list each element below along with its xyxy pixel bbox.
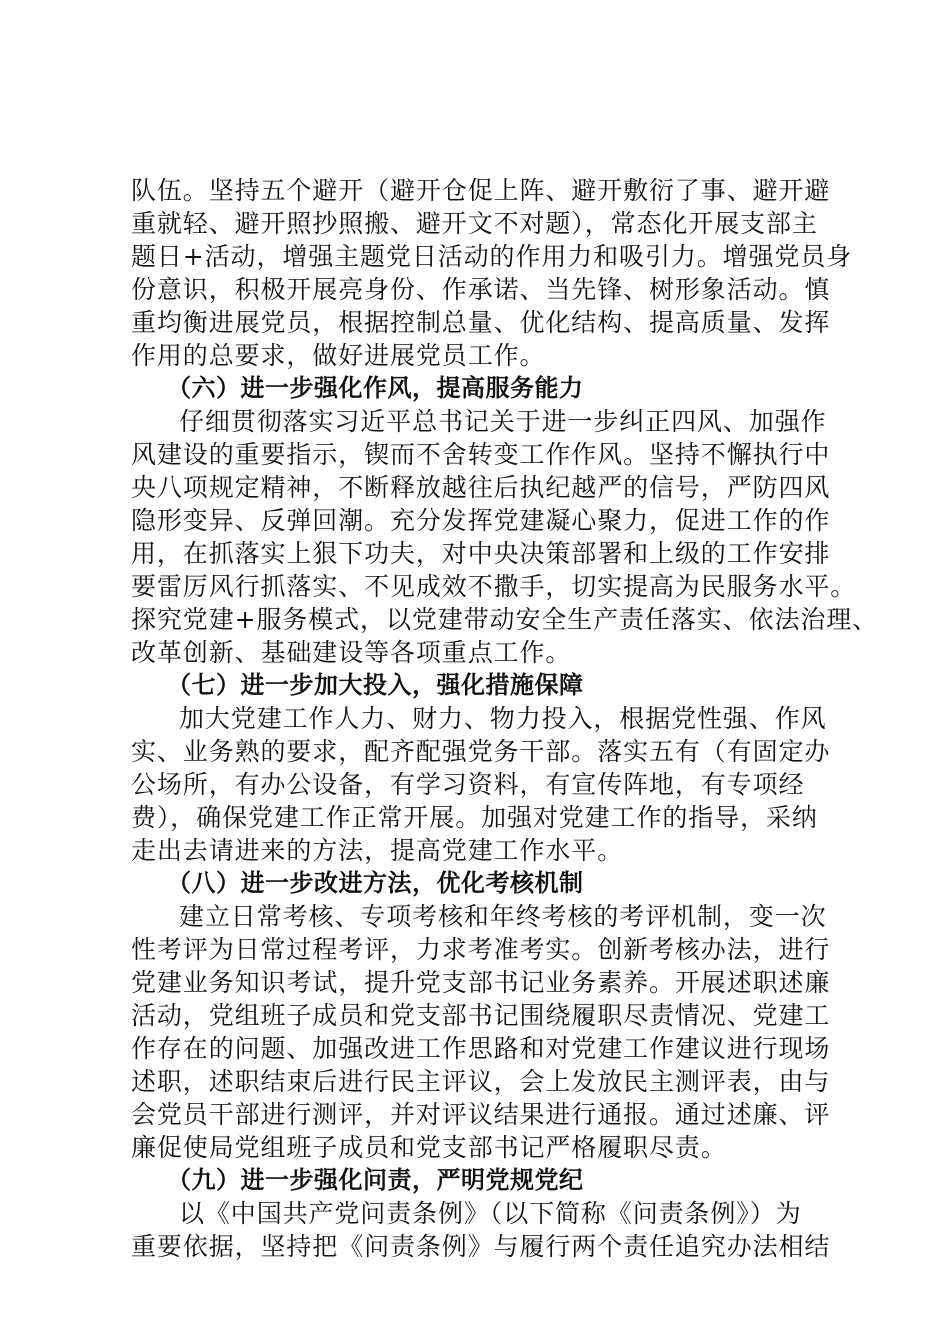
paragraph-line: 要雷厉风行抓落实、不见成效不撒手，切实提高为民服务水平。 (131, 572, 857, 601)
section-heading: （六）进一步强化作风，提高服务能力 (167, 374, 584, 402)
paragraph-line: 份意识，积极开展亮身份、作承诺、当先锋、树形象活动。慎 (131, 275, 831, 304)
section-heading: （八）进一步改进方法，优化考核机制 (167, 869, 584, 897)
paragraph-line: 作存在的问题、加强改进工作思路和对党建工作建议进行现场 (131, 1034, 831, 1063)
paragraph-line: 央八项规定精神，不断释放越往后执纪越严的信号，严防四风 (131, 473, 831, 502)
section-heading: （九）进一步强化问责，严明党规党纪 (167, 1166, 584, 1194)
paragraph-line: 党建业务知识考试，提升党支部书记业务素养。开展述职述廉 (131, 968, 831, 997)
paragraph-line: 题日+活动，增强主题党日活动的作用力和吸引力。增强党员身 (131, 242, 853, 271)
paragraph-line: 隐形变异、反弹回潮。充分发挥党建凝心聚力，促进工作的作 (131, 506, 831, 535)
paragraph-line: 走出去请进来的方法，提高党建工作水平。 (131, 836, 624, 865)
paragraph-line: 廉促使局党组班子成员和党支部书记严格履职尽责。 (131, 1133, 727, 1162)
paragraph-line: 队伍。坚持五个避开（避开仓促上阵、避开敷衍了事、避开避 (131, 176, 831, 205)
paragraph-line: 活动，党组班子成员和党支部书记围绕履职尽责情况、党建工 (131, 1001, 831, 1030)
paragraph-line: 重均衡进展党员，根据控制总量、优化结构、提高质量、发挥 (131, 308, 831, 337)
paragraph-line: 建立日常考核、专项考核和年终考核的考评机制，变一次 (179, 902, 827, 931)
paragraph-line: 会党员干部进行测评，并对评议结果进行通报。通过述廉、评 (131, 1100, 831, 1129)
paragraph-line: 作用的总要求，做好进展党员工作。 (131, 341, 546, 370)
section-heading: （七）进一步加大投入，强化措施保障 (167, 671, 584, 699)
paragraph-line: 费），确保党建工作正常开展。加强对党建工作的指导，采纳 (131, 803, 818, 832)
paragraph-line: 以《中国共产党问责条例》（以下简称《问责条例》）为 (179, 1199, 802, 1228)
paragraph-line: 重要依据，坚持把《问责条例》与履行两个责任追究办法相结 (131, 1232, 831, 1261)
paragraph-line: 加大党建工作人力、财力、物力投入，根据党性强、作风 (179, 704, 827, 733)
paragraph-line: 探究党建+服务模式，以党建带动安全生产责任落实、依法治理、 (131, 605, 879, 634)
paragraph-line: 改革创新、基础建设等各项重点工作。 (131, 638, 572, 667)
paragraph-line: 公场所，有办公设备，有学习资料，有宣传阵地，有专项经 (131, 770, 805, 799)
paragraph-line: 实、业务熟的要求，配齐配强党务干部。落实五有（有固定办 (131, 737, 831, 766)
paragraph-line: 重就轻、避开照抄照搬、避开文不对题），常态化开展支部主 (131, 209, 818, 238)
paragraph-line: 性考评为日常过程考评，力求考准考实。创新考核办法，进行 (131, 935, 831, 964)
paragraph-line: 用，在抓落实上狠下功夫，对中央决策部署和上级的工作安排 (131, 539, 831, 568)
paragraph-line: 风建设的重要指示，锲而不舍转变工作作风。坚持不懈执行中 (131, 440, 831, 469)
paragraph-line: 仔细贯彻落实习近平总书记关于进一步纠正四风、加强作 (179, 407, 827, 436)
document-body (131, 174, 879, 1263)
paragraph-line: 述职，述职结束后进行民主评议，会上发放民主测评表，由与 (131, 1067, 831, 1096)
